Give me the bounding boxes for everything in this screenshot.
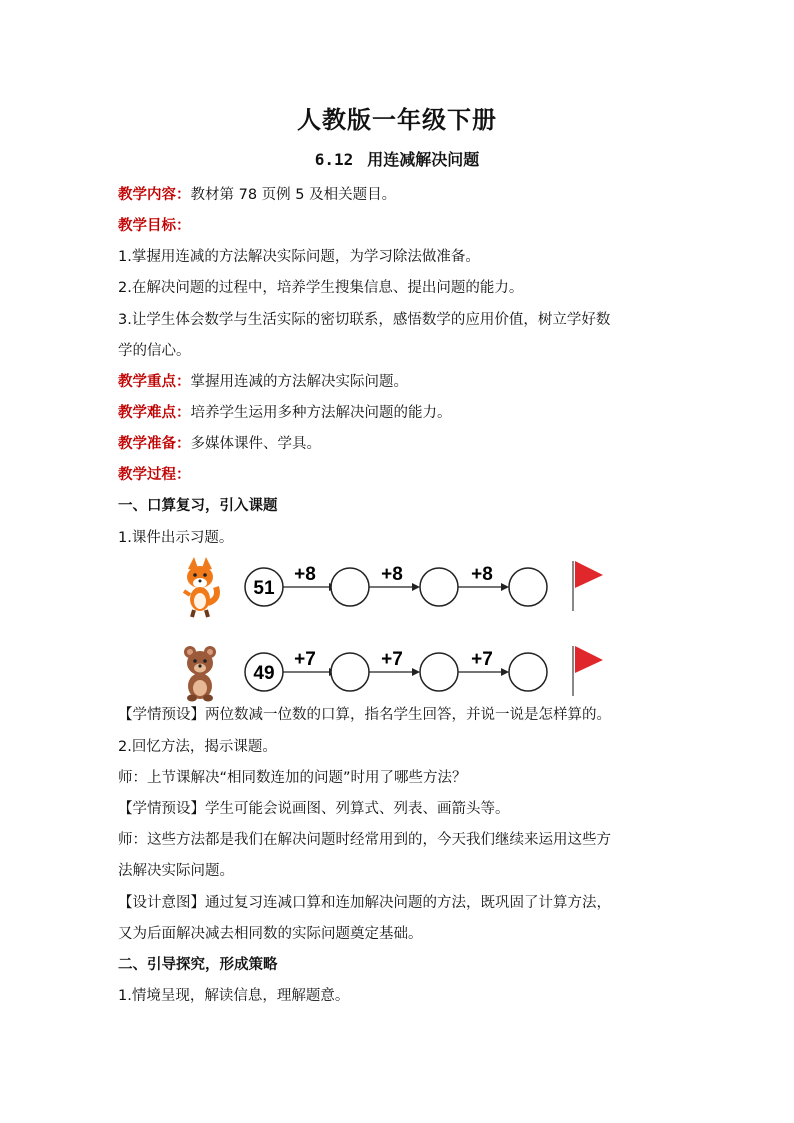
chain-start-value: 51 <box>253 578 275 599</box>
difficulty-label: 教学难点： <box>118 405 191 421</box>
section1-step1: 1.课件出示习题。 <box>118 530 234 546</box>
fox-icon <box>184 557 217 617</box>
lesson-number: 6.12 <box>314 150 354 169</box>
teacher-line-2: 师：这些方法都是我们在解决问题时经常用到的，今天我们继续来运用这些方 <box>118 832 611 848</box>
key-point-text: 掌握用连减的方法解决实际问题。 <box>190 374 408 390</box>
difficulty-line <box>118 403 678 423</box>
chain-start-value: 49 <box>253 663 275 684</box>
content-line <box>118 185 678 205</box>
section1-step2: 2.回忆方法，揭示课题。 <box>118 739 277 755</box>
chain-op-1: +8 <box>294 564 316 585</box>
goals-label: 教学目标： <box>118 218 191 234</box>
preset-2: 【学情预设】学生可能会说画图、列算式、列表、画箭头等。 <box>118 801 510 817</box>
answer-circle <box>509 653 547 691</box>
exercise-chain-bear <box>180 640 620 710</box>
answer-circle <box>509 568 547 606</box>
answer-circle <box>420 568 458 606</box>
goal-item-3-cont: 学的信心。 <box>118 343 191 359</box>
bear-icon <box>184 646 216 702</box>
section2-heading: 二、引导探究，形成策略 <box>118 957 278 973</box>
chain-op-2: +8 <box>381 564 403 585</box>
goal-item-1: 1.掌握用连减的方法解决实际问题，为学习除法做准备。 <box>118 249 480 265</box>
process-label: 教学过程： <box>118 467 191 483</box>
content-label: 教学内容： <box>118 187 191 203</box>
difficulty-text: 培养学生运用多种方法解决问题的能力。 <box>190 405 452 421</box>
lesson-title <box>0 147 794 170</box>
chain-op-2: +7 <box>381 649 403 670</box>
key-point-label: 教学重点： <box>118 374 191 390</box>
page-title: 人教版一年级下册 <box>297 106 497 134</box>
exercise-chain-fox <box>180 555 620 625</box>
chain-graphic <box>180 555 620 625</box>
preparation-label: 教学准备： <box>118 436 191 452</box>
flag-icon <box>573 561 603 611</box>
goal-item-3: 3.让学生体会数学与生活实际的密切联系，感悟数学的应用价值，树立学好数 <box>118 312 611 328</box>
flag-icon <box>573 646 603 696</box>
teacher-line-2-cont: 法解决实际问题。 <box>118 863 234 879</box>
lesson-name: 用连减解决问题 <box>367 150 480 169</box>
preparation-line <box>118 434 678 454</box>
process-line <box>118 465 678 485</box>
goal-item-2: 2.在解决问题的过程中，培养学生搜集信息、提出问题的能力。 <box>118 280 524 296</box>
chain-op-1: +7 <box>294 649 316 670</box>
teacher-line-1: 师：上节课解决“相同数连加的问题”时用了哪些方法？ <box>118 770 467 786</box>
answer-circle <box>420 653 458 691</box>
chain-graphic <box>180 640 620 710</box>
section1-heading: 一、口算复习，引入课题 <box>118 498 278 514</box>
preparation-text: 多媒体课件、学具。 <box>190 436 321 452</box>
content-text: 教材第 78 页例 5 及相关题目。 <box>190 187 397 203</box>
preset-1: 【学情预设】两位数减一位数的口算，指名学生回答，并说一说是怎样算的。 <box>118 707 611 723</box>
section2-step1: 1.情境呈现，解读信息，理解题意。 <box>118 988 350 1004</box>
design-intent: 【设计意图】通过复习连减口算和连加解决问题的方法，既巩固了计算方法， <box>118 895 611 911</box>
answer-circle <box>331 653 369 691</box>
key-point-line <box>118 372 678 392</box>
chain-op-3: +8 <box>471 564 493 585</box>
chain-op-3: +7 <box>471 649 493 670</box>
answer-circle <box>331 568 369 606</box>
design-intent-cont: 又为后面解决减去相同数的实际问题奠定基础。 <box>118 926 423 942</box>
